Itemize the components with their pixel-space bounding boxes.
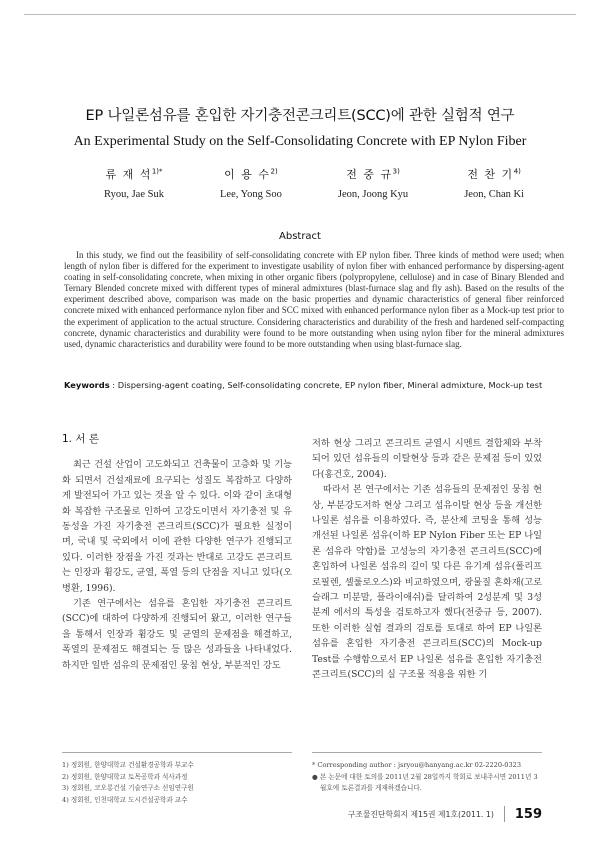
correspondence-footnotes <box>312 760 542 795</box>
author-list <box>104 166 524 200</box>
section-heading: 1. 서 론 <box>62 433 99 445</box>
body-column-right <box>312 436 542 683</box>
author-affiliation-mark: 2) <box>270 167 278 176</box>
author-name-english: Ryou, Jae Suk <box>104 189 164 200</box>
journal-citation: 구조물진단학회지 제15권 제1호(2011. 1) <box>347 809 494 819</box>
header-rule <box>24 14 576 15</box>
keywords-list: : Dispersing-agent coating, Self-consolidating concrete, EP nylon fiber, Mineral admixture, Mock-up test <box>109 380 543 390</box>
page-footer <box>348 806 542 822</box>
footnote: 1) 정회원, 한양대학교 건설환경공학과 부교수 <box>62 761 194 769</box>
author-affiliation-mark: 4) <box>513 167 521 176</box>
body-paragraph: 기존 연구에서는 섬유를 혼입한 자기충전 콘크리트(SCC)에 대하여 다양하게 진행되어 왔고, 이러한 연구들을 통해서 인장과 휨강도 및 균열의 문제점을 해결하고, 폭열의 문제점도 해결되는 등 많은 성과들을 나타내었다. 하지만 일반 섬유의 문제점인 뭉침 현상, 부분적인 강도 <box>62 598 292 671</box>
author <box>464 166 524 200</box>
footnote-rule <box>62 752 292 753</box>
author-name-english: Lee, Yong Soo <box>220 189 282 200</box>
keywords <box>64 380 564 390</box>
author-affiliation-mark: 3) <box>392 167 400 176</box>
author <box>220 166 282 200</box>
footnote: 4) 정회원, 인천대학교 도시건설공학과 교수 <box>62 795 188 804</box>
paper-title-english: An Experimental Study on the Self-Consolidating Concrete with EP Nylon Fiber <box>73 134 527 149</box>
body-column-left <box>62 432 292 673</box>
footnote: * Corresponding author : jsryou@hanyang.ac.kr 02-2220-0323 <box>312 761 522 769</box>
footnote: ● 본 논문에 대한 토의를 2011년 2월 28일까지 학회로 보내주시면 2011년 3월호에 토론결과를 게재하겠습니다. <box>312 772 538 793</box>
page-number: 159 <box>514 806 542 822</box>
paper-title-korean: EP 나일론섬유를 혼입한 자기충전콘크리트(SCC)에 관한 실험적 연구 <box>85 108 515 124</box>
author-affiliation-mark: 1)* <box>151 167 163 176</box>
body-paragraph: 따라서 본 연구에서는 기존 섬유들의 문제점인 뭉침 현상, 부분강도저하 현상 그리고 섬유이탈 현상 등을 개선한 나일론 섬유를 이용하였다. 즉, 분산제 코팅을 통해 성능 개선된 나일론 섬유(이하 EP Nylon Fiber 또는 EP 나일론 섬유라 약함)를 고성능의 자기충전 콘크리트(SCC)에 혼입하여 나일론 섬유의 길이 및 다른 유기계 섬유(폴리프로필렌, 셀룰로오스)와 비교하였으며, 광물질 혼화재(고로슬래그 미분말, 플라이애쉬)를 달리하여 2성분계 및 3성분계 에서의 특성을 검토하고자 했다(전중규 등, 2007). 또한 이러한 실험 결과의 검토를 토대로 하여 EP 나일론 섬유를 혼입한 자기충전 콘크리트(SCC)의 Mock-up Test를 수행함으로서 EP 나일론 섬유를 혼입한 자기충전 콘크리트(SCC)의 실 구조물 적용을 위한 기 <box>312 484 542 681</box>
body-paragraph: 저하 현상 그리고 콘크리트 균열시 시멘트 결합체와 부착되어 있던 섬유들의 이탈현상 등과 같은 문제점 등이 있었다(홍건호, 2004). <box>312 438 542 480</box>
keywords-label: Keywords <box>64 380 110 390</box>
body-paragraph: 최근 건설 산업이 고도화되고 건축물이 고층화 및 기능화 되면서 건설재료에 요구되는 성질도 복잡하고 다양하게 발전되어 가고 있는 것을 알 수 있다. 이와 같이 초대형화 복잡한 구조물로 인하여 고강도이면서 자기충전 및 유동성을 가진 자기충전 콘크리트(SCC)가 필요한 실정이며, 국내 및 국외에서 이에 관한 다양한 연구가 진행되고 있다. 이러한 장점을 가진 것과는 반대로 고강도 콘크리트는 인장과 휨강도, 균열, 폭열 등의 단점을 지니고 있다(오병환, 1996). <box>62 459 292 594</box>
abstract-text: In this study, we find out the feasibility of self-consolidating concrete with EP nylon fiber. Three kinds of method were used; when length of nylon fiber is differed for the experiment to investigate usability of nylon fiber with enhanced performance by dispersing-agent coating in self-consolidating concrete, when mixing in other organic fibers (polypropylene, cellulose) and in case of Binary Blended and Ternary Blended concrete mixed with different types of mineral admixtures (blast-furnace slag and fly ash). Based on the results of the experiment described above, comparison was made on the basic properties and dynamic characteristics of general fiber reinforced concrete mixed with enhanced performance nylon fiber and SCC mixed with enhanced performance nylon fiber as a Mock-up test prior to the experiment of application to the actual structure. Considering characteristics and durability of the fresh and hardened self-compacting concrete, dynamic characteristics and durability were found to be more outstanding when using nylon fiber for the mineral admixtures used, dynamic characteristics and durability were found to be more outstanding when using blast-furnace slag. <box>64 250 564 349</box>
footer-divider <box>504 806 505 822</box>
footnote: 2) 정회원, 한양대학교 토목공학과 석사과정 <box>62 772 188 781</box>
footnote: 3) 정회원, 코오롱건설 기술연구소 선임연구원 <box>62 784 194 793</box>
author <box>338 166 408 200</box>
author-name-korean: 이 용 수 <box>224 168 271 181</box>
footnote-rule <box>312 752 542 753</box>
author-name-english: Jeon, Chan Ki <box>464 189 524 200</box>
author-name-korean: 류 재 석 <box>105 168 152 181</box>
author <box>104 166 164 200</box>
author-name-korean: 전 중 규 <box>346 168 393 181</box>
author-name-english: Jeon, Joong Kyu <box>337 189 409 200</box>
affiliation-footnotes <box>62 760 292 806</box>
abstract-heading: Abstract <box>279 231 321 242</box>
author-name-korean: 전 찬 기 <box>467 168 514 181</box>
